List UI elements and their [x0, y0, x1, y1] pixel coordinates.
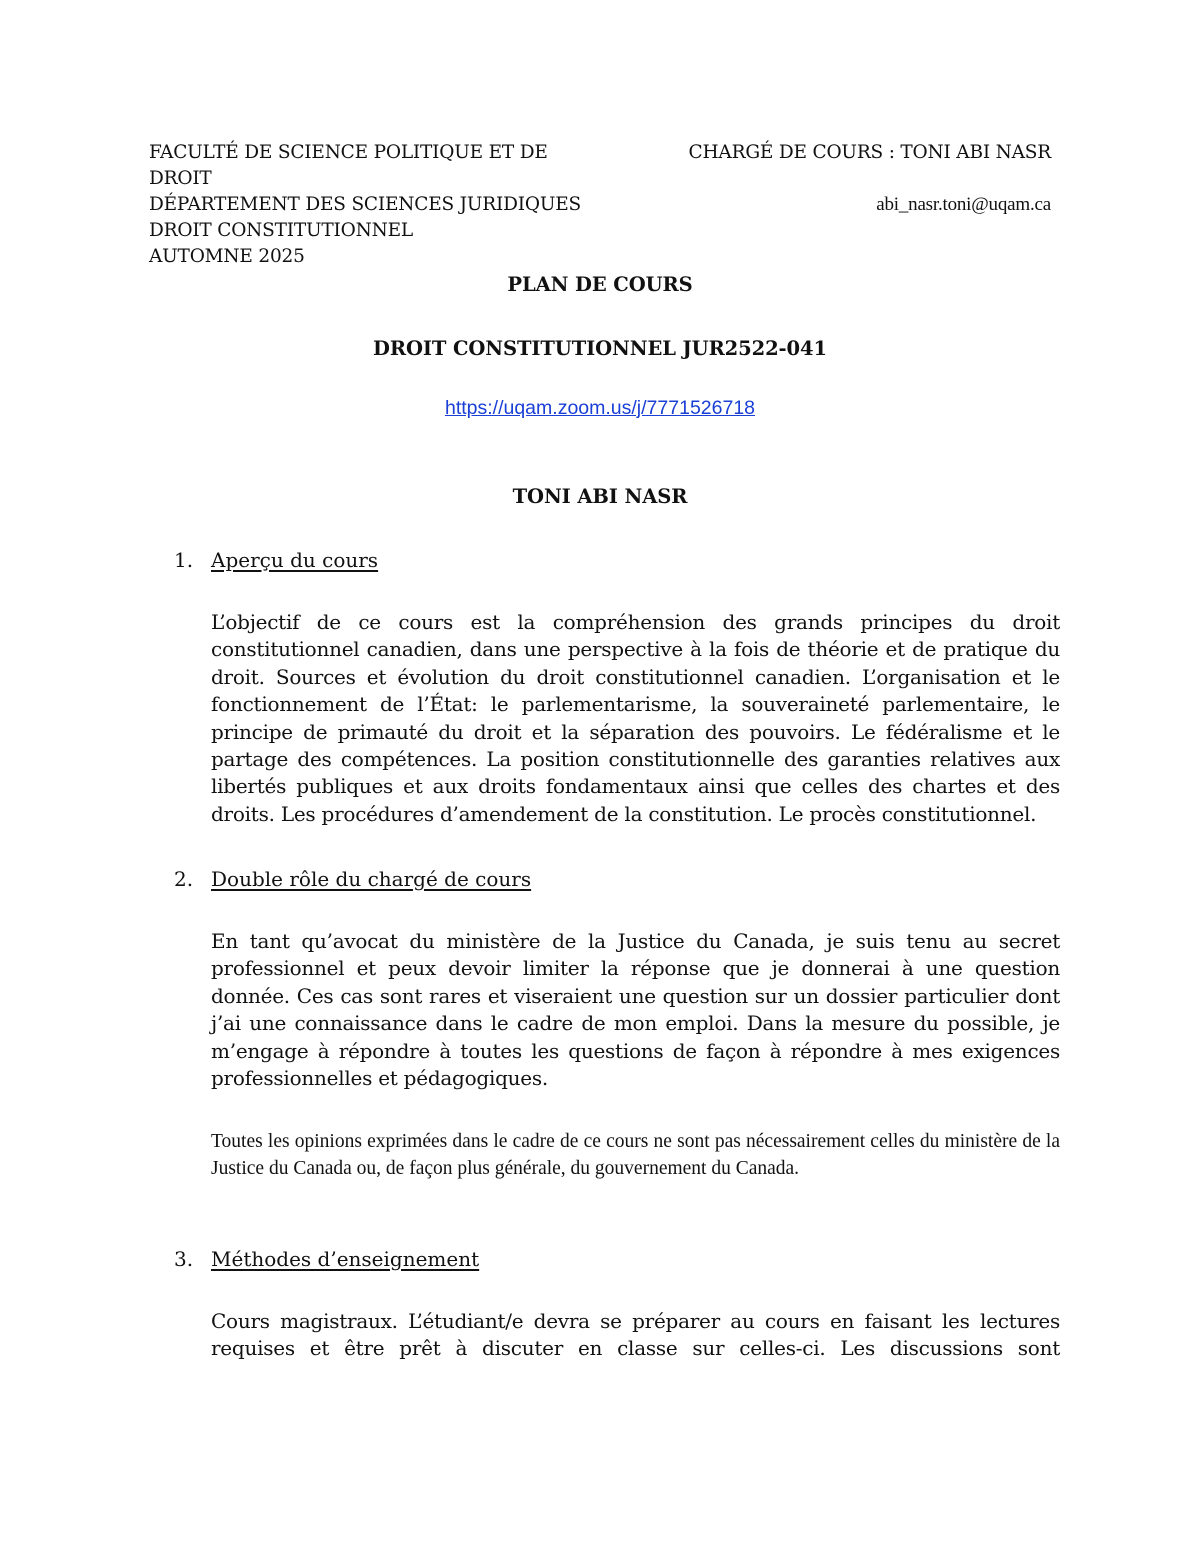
section-3-paragraph: Cours magistraux. L’étudiant/e devra se préparer au cours en faisant les lectures requises et être prêt à discuter en classe sur celles-ci. Les discussions sont [211, 1309, 1060, 1361]
section-1-paragraph: L’objectif de ce cours est la compréhension des grands principes du droit constitutionnel canadien, dans une perspective à la fois de théorie et de pratique du droit. Sources et évolution du droit constitutionnel canadien. L’organisation et le fonctionnement de l’État: le parlementarisme, la souveraineté parlementaire, le principe de primauté du droit et la séparation des pouvoirs. Le fédéralisme et le partage des compétences. La position constitutionnelle des garanties relatives aux libertés publiques et aux droits fondamentaux ainsi que celles des chartes et des droits. Les procédures d’amendement de la constitution. Le procès constitutionnel. [211, 610, 1060, 826]
department-line: DÉPARTEMENT DES SCIENCES JURIDIQUES [149, 194, 582, 215]
section-2-paragraph-2: Toutes les opinions exprimées dans le cadre de ce cours ne sont pas nécessairement celles du ministère de la Justice du Canada ou, de façon plus générale, du gouvernement du Canada. [211, 1131, 1060, 1180]
section-2-number: 2. [174, 867, 194, 891]
section-3-title: Méthodes d’enseignement [211, 1247, 480, 1271]
author-title: TONI ABI NASR [512, 485, 688, 508]
section-2-paragraph-1: En tant qu’avocat du ministère de la Justice du Canada, je suis tenu au secret professionnel et peux devoir limiter la réponse que je donnerai à une question donnée. Ces cas sont rares et viseraient une question sur un dossier particulier dont j’ai une connaissance dans le cadre de mon emploi. Dans la mesure du possible, je m’engage à répondre à toutes les questions de façon à répondre à mes exigences professionnelles et pédagogiques. [211, 929, 1060, 1091]
faculty-line-1: FACULTÉ DE SCIENCE POLITIQUE ET DE [149, 142, 548, 163]
plan-title: PLAN DE COURS [507, 273, 693, 296]
course-code-title: DROIT CONSTITUTIONNEL JUR2522-041 [373, 337, 827, 360]
section-3-number: 3. [174, 1247, 194, 1271]
faculty-line-2: DROIT [149, 168, 212, 189]
zoom-link[interactable]: https://uqam.zoom.us/j/7771526718 [444, 397, 756, 419]
section-1-number: 1. [174, 548, 194, 572]
section-2-title: Double rôle du chargé de cours [211, 867, 532, 891]
lecturer-email[interactable]: abi_nasr.toni@uqam.ca [876, 194, 1051, 215]
course-line: DROIT CONSTITUTIONNEL [149, 220, 413, 241]
lecturer-line: CHARGÉ DE COURS : TONI ABI NASR [688, 142, 1051, 163]
section-1-title: Aperçu du cours [211, 548, 379, 572]
term-line: AUTOMNE 2025 [149, 246, 305, 267]
